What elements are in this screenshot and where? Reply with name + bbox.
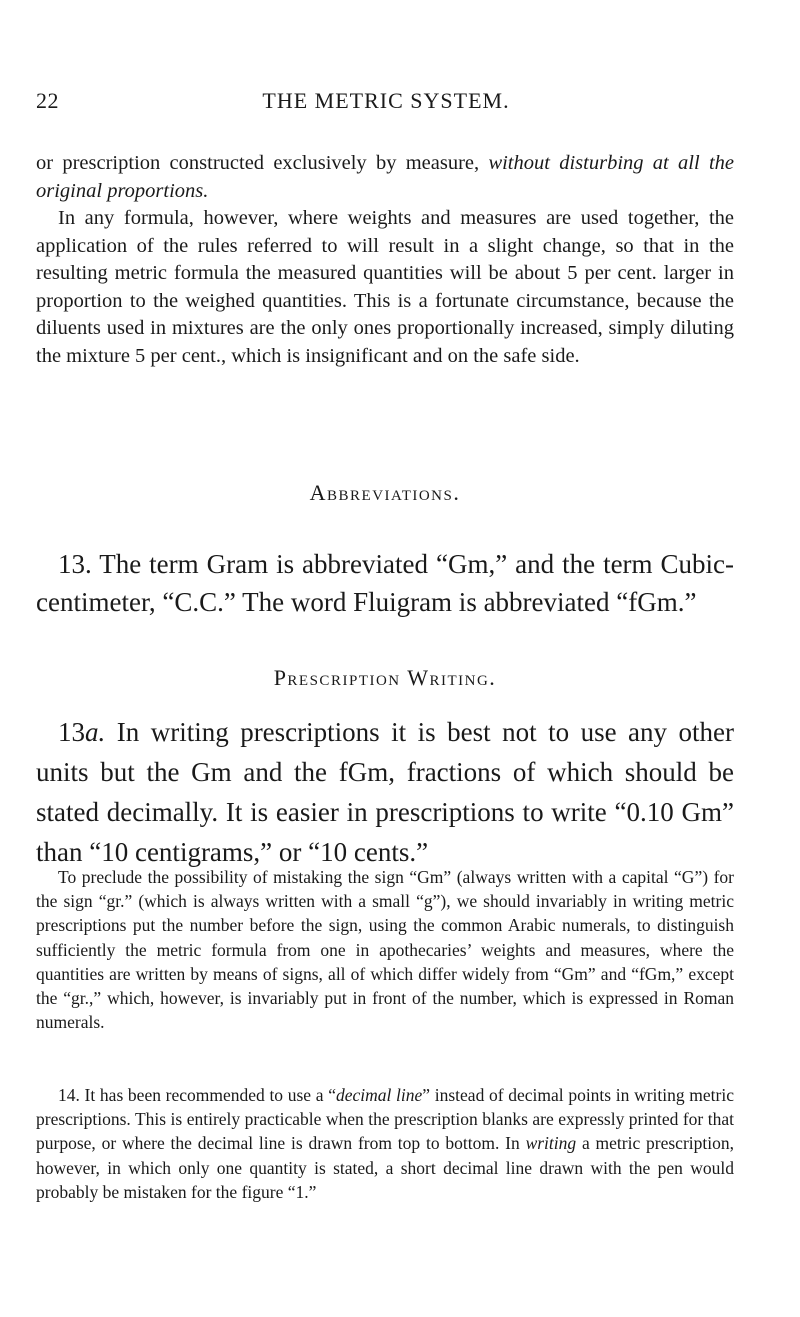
opening-paragraphs xyxy=(36,150,734,370)
italic-phrase: without disturbing at all the original proportions. xyxy=(36,152,734,202)
page-header xyxy=(36,88,736,118)
prescription-writing-heading: Prescription Writing. xyxy=(273,665,497,690)
italic-decimal-line: decimal line xyxy=(335,1085,423,1105)
paragraph-13a: 13a. In writing prescriptions it is best not to use any other units but the Gm and the fGm, fractions of which should be stated decimally. It is easier in prescriptions to write “0.10 Gm” than “10 centigrams,” or “10 cents.” xyxy=(36,717,734,867)
para-letter: a. xyxy=(85,717,106,747)
weights-measures-paragraph: In any formula, however, where weights and measures are used together, the application of the rules referred to will result in a slight change, so that in the resulting metric formula the measured quantities will be about 5 per cent. larger in proportion to the weighed quantities. This is a fortunate circumstance, because the diluents used in mixtures are the only ones proportionally increased, simply diluting the mixture 5 per cent., which is insignificant and on the safe side. xyxy=(36,207,734,367)
running-head: THE METRIC SYSTEM. xyxy=(262,88,510,113)
continued-paragraph: or prescription constructed exclusively by measure, without disturbing at all the original proportions. xyxy=(36,152,734,202)
italic-writing: writing xyxy=(525,1133,577,1154)
para-number: 13 xyxy=(58,717,85,747)
sign-paragraph: To preclude the possibility of mistaking the sign “Gm” (always written with a capital “G”) for the sign “gr.” (which is always written with a small “g”), we should invariably in writing metric prescriptions put the number before the sign, using the common Arabic numerals, to distinguish sufficiently the metric formula from one in apothecaries’ weights and measures, where the quantities are written by means of signs, all of which differ widely from “Gm” and “fGm,” except the “gr.,” which, however, is invariably put in front of the number, which is expressed in Roman numerals. xyxy=(36,867,734,1033)
abbreviations-heading: Abbreviations. xyxy=(309,480,461,505)
paragraph-14: 14. It has been recommended to use a “decimal line” instead of decimal points in writing metric prescriptions. This is entirely practicable when the prescription blanks are expressly printed for that purpose, or where the decimal line is drawn from top to bottom. In writing a metric prescription, however, in which only one quantity is stated, a short decimal line drawn with the pen would probably be mistaken for the figure “1.” xyxy=(36,1085,735,1202)
page-number: 22 xyxy=(36,88,59,113)
paragraph-13: 13. The term Gram is abbreviated “Gm,” and the term Cubic-centimeter, “C.C.” The word Fluigram is abbreviated “fGm.” xyxy=(36,549,734,617)
